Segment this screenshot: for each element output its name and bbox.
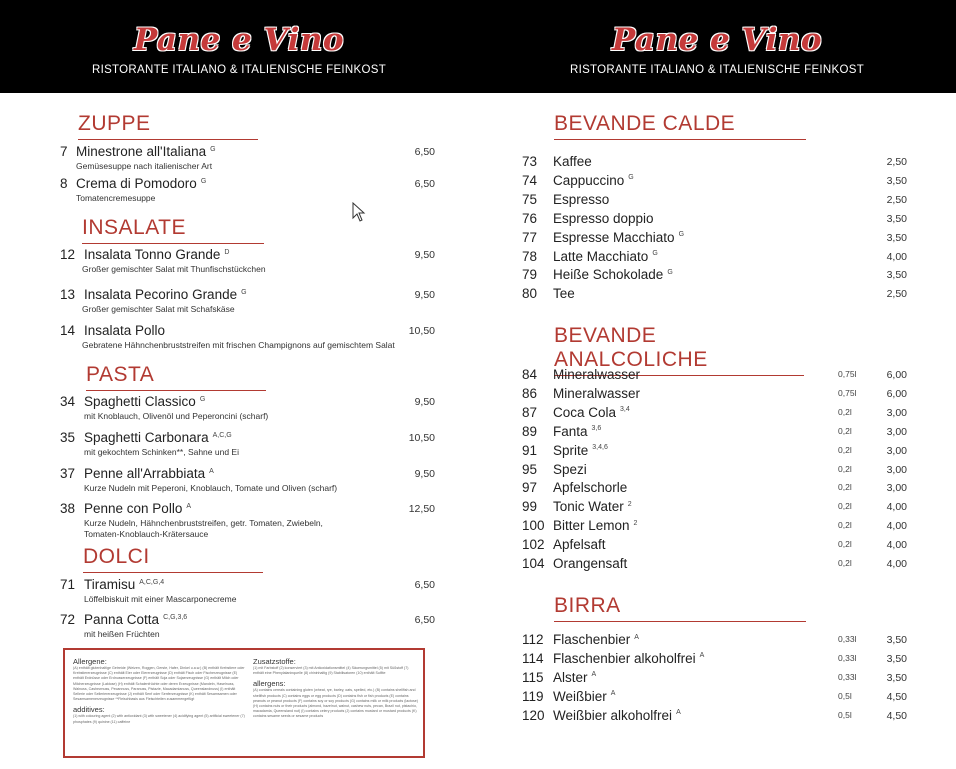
allergen-code: A (699, 652, 705, 660)
item-name-text: Kaffee (553, 154, 592, 169)
menu-item (522, 267, 912, 285)
menu-item (522, 230, 912, 248)
item-name (553, 443, 608, 458)
allergen-code: A (610, 690, 616, 698)
item-price: 2,50 (886, 193, 907, 206)
item-name-text: Mineralwasser (553, 367, 641, 382)
item-size: 0,33l (838, 671, 857, 682)
item-name (84, 394, 205, 409)
item-description: Kurze Nudeln, Hähnchenbruststreifen, getr. Tomaten, Zwiebeln, (84, 518, 323, 528)
item-number: 86 (522, 385, 538, 401)
menu-item (60, 430, 440, 470)
restaurant-tagline: RISTORANTE ITALIANO & ITALIENISCHE FEINKOST (569, 64, 865, 76)
item-name-text: Spezi (553, 461, 587, 477)
item-number: 89 (522, 423, 538, 439)
allergen-column-de (73, 657, 245, 725)
item-price: 3,00 (886, 482, 907, 495)
item-name-text: Mineralwasser (553, 385, 641, 401)
item-price: 4,00 (886, 520, 907, 533)
allergen-code: G (199, 395, 206, 403)
item-name (553, 499, 632, 514)
item-name (553, 424, 601, 439)
item-name (553, 651, 704, 666)
item-number: 34 (60, 394, 76, 409)
item-name (84, 577, 164, 592)
menu-item (522, 173, 912, 191)
menu-item (522, 651, 912, 669)
allergen-code: G (210, 145, 216, 153)
item-name (84, 466, 214, 481)
item-number: 84 (522, 367, 538, 382)
item-size: 0,5l (838, 709, 852, 720)
item-price: 3,00 (886, 425, 907, 438)
allergen-code: 3,4,6 (592, 444, 608, 452)
allergen-code: C,G,3,6 (163, 613, 188, 621)
item-name (84, 501, 191, 516)
item-name-text: Bitter Lemon (553, 518, 630, 534)
item-price: 3,00 (886, 444, 907, 457)
item-number: 79 (522, 267, 538, 283)
item-name (553, 689, 615, 704)
section-title: INSALATE (82, 216, 264, 244)
menu-item (60, 323, 440, 363)
item-name-text: Espresso doppio (553, 210, 654, 226)
allergen-code: D (224, 248, 230, 256)
menu-item (60, 612, 440, 652)
item-name-text: Espresso (553, 191, 610, 207)
item-price: 4,00 (886, 558, 907, 570)
item-description: Gebratene Hähnchenbruststreifen mit frischen Champignons auf gemischtem Salat (82, 340, 395, 350)
item-description: mit gekochtem Schinken**, Sahne und Ei (84, 447, 239, 457)
item-name (553, 267, 673, 282)
menu-item (522, 386, 912, 404)
item-name-text: Tee (553, 286, 575, 302)
item-name (553, 154, 592, 169)
item-size: 0,2l (838, 558, 852, 568)
allergen-code: A,C,G (212, 431, 232, 439)
item-number: 76 (522, 210, 538, 226)
item-name-text: Orangensaft (553, 556, 628, 571)
header-banner (478, 0, 956, 93)
item-price: 4,00 (886, 501, 907, 514)
item-name (553, 480, 627, 495)
item-name-text: Apfelsaft (553, 537, 606, 553)
item-name (553, 286, 575, 301)
section-title: BIRRA (554, 594, 806, 622)
item-number: 14 (60, 323, 76, 338)
item-name-text: Apfelschorle (553, 480, 628, 496)
allergen-heading: Allergene: (73, 657, 107, 666)
menu-item (522, 249, 912, 267)
item-name-text: Flaschenbier (553, 632, 631, 647)
allergen-info-box (63, 648, 425, 758)
item-description: mit Knoblauch, Olivenöl und Peperoncini (scharf) (84, 411, 269, 421)
item-number: 8 (60, 176, 68, 191)
item-name (553, 708, 681, 723)
item-name (553, 386, 640, 401)
item-name (553, 192, 609, 207)
item-description: Löffelbiskuit mit einer Mascarponecreme (84, 594, 237, 604)
item-number: 13 (60, 287, 76, 302)
menu-item (60, 176, 440, 216)
item-name (84, 247, 229, 262)
item-description: mit heißen Früchten (84, 629, 160, 639)
additives-heading: additives: (73, 705, 105, 715)
item-name-text: Espresse Macchiato (553, 229, 675, 245)
item-name (553, 230, 684, 245)
section-title: BEVANDE CALDE (554, 112, 806, 140)
menu-item (60, 247, 440, 287)
item-price: 3,50 (886, 269, 907, 282)
allergen-code: A (186, 502, 191, 510)
allergen-code: G (678, 231, 685, 239)
item-name (553, 670, 596, 685)
item-number: 37 (60, 466, 76, 481)
item-name-text: Tonic Water (553, 499, 624, 515)
item-name (84, 323, 165, 338)
item-name (553, 518, 637, 533)
item-name (76, 144, 216, 159)
item-name (84, 430, 232, 445)
item-number: 97 (522, 480, 538, 496)
item-name-text: Penne con Pollo (84, 501, 183, 516)
item-number: 104 (522, 556, 545, 571)
item-name-text: Insalata Pollo (84, 323, 166, 338)
allergen-code: 3,6 (591, 425, 602, 433)
item-name-text: Weißbier alkoholfrei (553, 707, 673, 723)
item-price: 2,50 (886, 288, 907, 301)
item-number: 80 (522, 286, 538, 302)
item-number: 7 (60, 144, 68, 159)
allergen-code: G (628, 174, 634, 182)
item-number: 95 (522, 461, 538, 477)
menu-item (522, 367, 912, 385)
menu-page-right (478, 0, 956, 769)
item-name-text: Sprite (553, 442, 589, 458)
item-price: 3,50 (886, 652, 907, 665)
allergen-code: A (209, 467, 214, 475)
item-price: 6,50 (414, 146, 435, 158)
item-number: 12 (60, 247, 76, 262)
section-title: PASTA (86, 363, 266, 391)
allergens-text: (A) contains cereals containing gluten (wheat, rye, barley, oats, spelled, etc.) (B) contains shellfish and shellfish products (C) contains eggs or egg products (D) contains fish or fish products (E) contains peanuts or peanut products (F) contains soy or soy products (G) contains milk or milk products (lactose) (H) contains nuts or their products (almond, hazelnut, walnut, cashew nuts, pecan, Brazil nut, pistachio, macadamia, Queensland nut) (I) contains celery products (J) contains mustard or mustard products (K) contains sesame seeds or sesame products (253, 688, 418, 719)
allergen-code: A (591, 671, 597, 679)
item-number: 114 (522, 650, 544, 666)
item-name (553, 632, 639, 647)
menu-item (522, 632, 912, 650)
item-price: 12,50 (408, 503, 435, 515)
allergen-code: G (241, 288, 247, 296)
item-price: 10,50 (408, 432, 435, 444)
item-number: 78 (522, 248, 538, 264)
item-name-text: Flaschenbier alkoholfrei (553, 650, 696, 666)
item-name-text: Cappuccino (553, 172, 625, 188)
menu-item (60, 466, 440, 506)
menu-item (522, 708, 912, 726)
item-size: 0,2l (838, 501, 852, 512)
item-number: 75 (522, 191, 538, 207)
menu-item (522, 499, 912, 517)
item-number: 102 (522, 537, 545, 553)
item-price: 3,50 (886, 174, 907, 187)
item-name-text: Minestrone all'Italiana (76, 144, 207, 159)
menu-item (60, 394, 440, 434)
section-title: ZUPPE (78, 112, 258, 140)
item-description: Tomatencremesuppe (76, 193, 156, 203)
item-number: 71 (60, 577, 76, 592)
menu-item (522, 192, 912, 210)
item-name (553, 173, 634, 188)
item-price: 3,50 (886, 671, 907, 684)
item-size: 0,2l (838, 425, 852, 436)
menu-item (522, 556, 912, 574)
restaurant-tagline: RISTORANTE ITALIANO & ITALIENISCHE FEINKOST (91, 64, 387, 76)
item-price: 3,50 (886, 231, 907, 244)
restaurant-logo: Pane e Vino (133, 22, 345, 58)
item-name-text: Crema di Pomodoro (76, 176, 197, 191)
item-name (553, 537, 606, 552)
item-price: 4,50 (886, 690, 907, 703)
item-name-text: Latte Macchiato (553, 248, 649, 264)
restaurant-logo: Pane e Vino (611, 22, 823, 58)
item-description: Großer gemischter Salat mit Schafskäse (82, 304, 235, 314)
allergen-code: G (652, 250, 658, 257)
item-price: 9,50 (414, 468, 435, 480)
section-title: DOLCI (83, 545, 263, 573)
menu-item (522, 443, 912, 461)
item-price: 9,50 (414, 289, 435, 301)
menu-item (522, 286, 912, 304)
item-description: Gemüsesuppe nach italienischer Art (76, 161, 213, 171)
item-name-text: Coca Cola (553, 404, 617, 420)
item-size: 0,33l (838, 634, 857, 644)
menu-item (522, 405, 912, 423)
item-price: 3,00 (886, 463, 907, 476)
allergen-code: A,C,G,4 (139, 578, 165, 586)
item-size: 0,5l (838, 690, 852, 701)
item-price: 4,50 (886, 709, 907, 722)
item-name (553, 462, 587, 477)
item-name (553, 556, 627, 571)
item-name-text: Spaghetti Classico (84, 394, 196, 409)
item-description: Tomaten-Knoblauch-Krätersauce (84, 529, 209, 539)
menu-item (522, 689, 912, 707)
allergen-code: G (667, 268, 673, 276)
item-name (84, 287, 247, 302)
menu-item (522, 154, 912, 172)
allergen-text: (A) enthält glutenhaltige Getreide (Weizen, Roggen, Gerste, Hafer, Dinkel u.a.w.) (B) enthält Krebstiere oder Krebstiererzeugnisse (C) enthält Eier oder Eiererzeugnisse (D) enthält Fisch oder Fischerzeugnisse (E) enthält Erdnüsse oder Erdnusserzeugnisse (F) enthält Soja oder Sojaerzeugnisse (G) enthält Milch oder Milcherzeugnisse (Laktose) (H) enthält Schalenfrüchte oder deren Erzeugnisse (Mandeln, Haselnuss, Walnuss, Cashewnuss, Pecannuss, Paranuss, Pistazie, Macadamianuss, Queenslandnuss) (I) enthält Sellerie oder Selleriererzeugnisse (J) enthält Senf oder Senferzeugnisse (K) enthält Sesamsamen oder Sesamsamenerzeugnisse **Fleischbasis aus Fleischteilen zusammengefügt (73, 666, 245, 702)
item-name (553, 249, 658, 264)
item-size: 0,2l (838, 520, 852, 531)
item-number: 38 (60, 501, 76, 516)
menu-item (522, 670, 912, 688)
item-name (76, 176, 206, 191)
menu-item (60, 577, 440, 617)
item-size: 0,2l (838, 463, 852, 474)
item-description: Großer gemischter Salat mit Thunfischstückchen (82, 264, 266, 274)
item-name-text: Panna Cotta (84, 612, 160, 627)
item-name-text: Fanta (553, 423, 588, 439)
item-price: 6,00 (886, 369, 907, 381)
menu-item (522, 518, 912, 536)
item-name-text: Weißbier (553, 688, 607, 704)
section-title: BEVANDE ANALCOLICHE (554, 324, 804, 376)
item-number: 74 (522, 172, 538, 188)
item-price: 6,50 (414, 614, 435, 626)
item-price: 6,00 (886, 387, 907, 400)
item-number: 100 (522, 518, 545, 534)
menu-item (522, 537, 912, 555)
menu-item (522, 480, 912, 498)
additives-text: (1) with colouring agent (2) with antioxidant (3) with sweetener (4) acidifying agent (5) artificial sweetener (7) phosphates (9) quinine (11) caffeine (73, 714, 245, 724)
item-price: 2,50 (886, 156, 907, 168)
item-number: 115 (522, 669, 544, 685)
item-name-text: Tiramisu (84, 577, 136, 592)
allergen-code: 2 (633, 519, 638, 527)
item-number: 99 (522, 499, 538, 515)
item-size: 0,75l (838, 369, 857, 379)
item-name-text: Insalata Tonno Grande (84, 247, 221, 262)
item-price: 4,00 (886, 539, 907, 552)
allergen-code: 2 (627, 500, 632, 508)
menu-item (522, 462, 912, 480)
item-name-text: Insalata Pecorino Grande (84, 287, 238, 302)
item-number: 73 (522, 154, 538, 169)
item-number: 77 (522, 229, 538, 245)
item-name (553, 211, 654, 226)
item-price: 10,50 (408, 325, 435, 337)
item-number: 112 (522, 632, 544, 647)
item-price: 6,50 (414, 579, 435, 591)
item-number: 72 (60, 612, 76, 627)
item-price: 3,00 (886, 406, 907, 419)
item-number: 35 (60, 430, 76, 445)
menu-item (522, 424, 912, 442)
allergen-code: A (676, 709, 681, 717)
item-price: 9,50 (414, 249, 435, 261)
item-price: 4,00 (886, 250, 907, 263)
allergen-code: 3,4 (620, 406, 630, 414)
item-price: 9,50 (414, 396, 435, 408)
allergen-code: A (634, 633, 639, 641)
allergen-code: G (200, 177, 207, 185)
item-number: 91 (522, 442, 538, 458)
item-price: 3,50 (886, 634, 907, 646)
item-size: 0,75l (838, 387, 857, 398)
item-name-text: Heiße Schokolade (553, 267, 664, 283)
item-size: 0,2l (838, 444, 852, 455)
item-name-text: Spaghetti Carbonara (84, 430, 209, 445)
menu-item (522, 211, 912, 229)
menu-item (60, 501, 440, 541)
item-name (553, 405, 630, 420)
item-name (84, 612, 187, 627)
zusatzstoffe-text: (1) mit Farbstoff (2) konserviert (3) mit Antioxidationsmittel (4) Säuerungsmittel (5) mit Süßstoff (7) enthält eine Phenylalaninquelle (8) chininhaltig (9) Stabilisatoren (10) enthält Sulfite (253, 666, 409, 676)
item-description: Kurze Nudeln mit Peperoni, Knoblauch, Tomate und Oliven (scharf) (84, 483, 338, 493)
item-name-text: Penne all'Arrabbiata (84, 466, 206, 481)
item-number: 120 (522, 707, 545, 723)
item-number: 119 (522, 688, 544, 704)
allergen-column-en (253, 657, 419, 720)
menu-item (60, 287, 440, 327)
item-number: 87 (522, 404, 538, 420)
item-size: 0,33l (838, 652, 857, 663)
mouse-cursor-icon (352, 202, 366, 222)
item-price: 6,50 (414, 178, 435, 190)
allergens-heading: allergens: (253, 679, 286, 689)
item-size: 0,2l (838, 482, 852, 493)
item-price: 3,50 (886, 212, 907, 225)
item-size: 0,2l (838, 539, 852, 550)
header-banner (0, 0, 478, 93)
zusatzstoffe-heading: Zusatzstoffe: (253, 657, 296, 666)
item-size: 0,2l (838, 406, 852, 417)
item-name (553, 367, 640, 382)
item-name-text: Alster (553, 669, 588, 685)
